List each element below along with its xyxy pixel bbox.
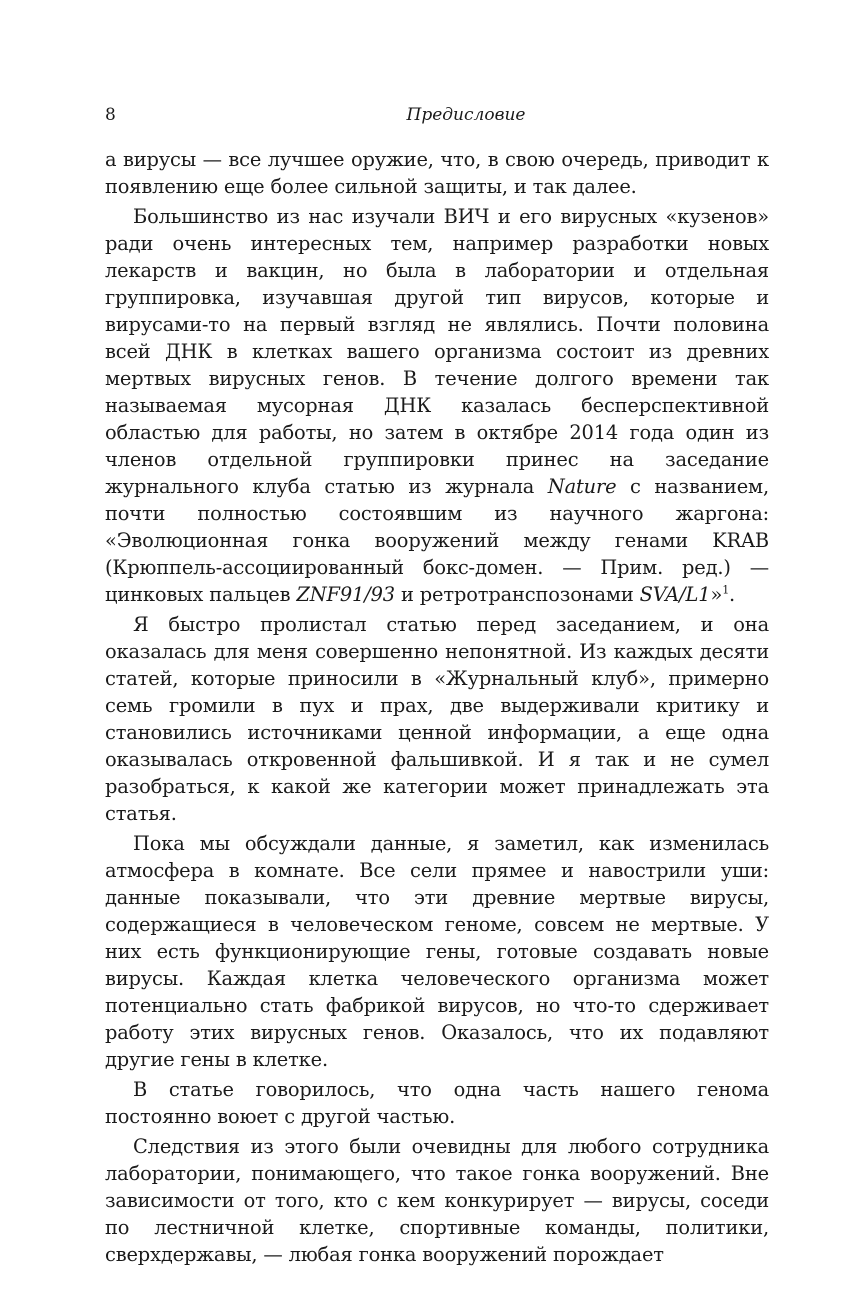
paragraph-2-text-e: . <box>729 583 736 606</box>
paragraph-1: а вирусы — все лучшее оружие, что, в свою очередь, приводит к появлению еще более сильной защиты, и так далее. <box>105 148 769 198</box>
paragraph-5: В статье говорилось, что одна часть нашего генома постоянно воюет с другой частью. <box>105 1078 769 1128</box>
paragraph-2-text-b: с названием, почти полностью состоявшим из научного жаргона: «Эволюционная гонка вооружений между генами KRAB (Крюппель-ассоциированный бокс-домен. — Прим. ред.) — цинковых пальцев <box>105 475 769 606</box>
footnote-marker[interactable]: 1 <box>722 583 730 597</box>
body-text <box>105 146 769 1268</box>
paragraph-6: Следствия из этого были очевидны для любого сотрудника лаборатории, понимающего, что такое гонка вооружений. Вне зависимости от того, кто с кем конкурирует — вирусы, соседи по лестничной клетке, спортивные команды, политики, сверхдержавы, — любая гонка вооружений порождает <box>105 1135 769 1266</box>
paragraph-2-text-a: Большинство из нас изучали ВИЧ и его вирусных «кузенов» ради очень интересных тем, например разработки новых лекарств и вакцин, но была в лаборатории и отдельная группировка, изучавшая другой тип вирусов, которые и вирусами-то на первый взгляд не являлись. Почти половина всей ДНК в клетках вашего организма состоит из древних мертвых вирусных генов. В течение долгого времени так называемая мусорная ДНК казалась бесперспективной областью для работы, но затем в октябре 2014 года один из членов отдельной группировки принес на заседание журнального клуба статью из журнала <box>105 205 769 498</box>
page-number: 8 <box>105 105 116 125</box>
running-title: Предисловие <box>406 105 526 125</box>
retrotransposon-name: SVA/L1 <box>639 583 711 606</box>
paragraph-2-text-c: и ретротранспозонами <box>394 583 640 606</box>
journal-name: Nature <box>547 475 617 498</box>
book-page <box>105 100 769 1268</box>
paragraph-3: Я быстро пролистал статью перед заседанием, и она оказалась для меня совершенно непонятной. Из каждых десяти статей, которые приносили в «Журнальный клуб», примерно семь громили в пух и прах, две выдерживали критику и становились источниками ценной информации, а еще одна оказывалась откровенной фальшивкой. И я так и не сумел разобраться, к какой же категории может принадлежать эта статья. <box>105 613 769 825</box>
running-head <box>105 100 769 130</box>
paragraph-2 <box>105 203 769 608</box>
gene-name: ZNF91/93 <box>296 583 395 606</box>
paragraph-2-text-d: » <box>710 583 723 606</box>
paragraph-4: Пока мы обсуждали данные, я заметил, как изменилась атмосфера в комнате. Все сели прямее и навострили уши: данные показывали, что эти древние мертвые вирусы, содержащиеся в человеческом геноме, совсем не мертвые. У них есть функционирующие гены, готовые создавать новые вирусы. Каждая клетка человеческого организма может потенциально стать фабрикой вирусов, но что-то сдерживает работу этих вирусных генов. Оказалось, что их подавляют другие гены в клетке. <box>105 832 769 1071</box>
